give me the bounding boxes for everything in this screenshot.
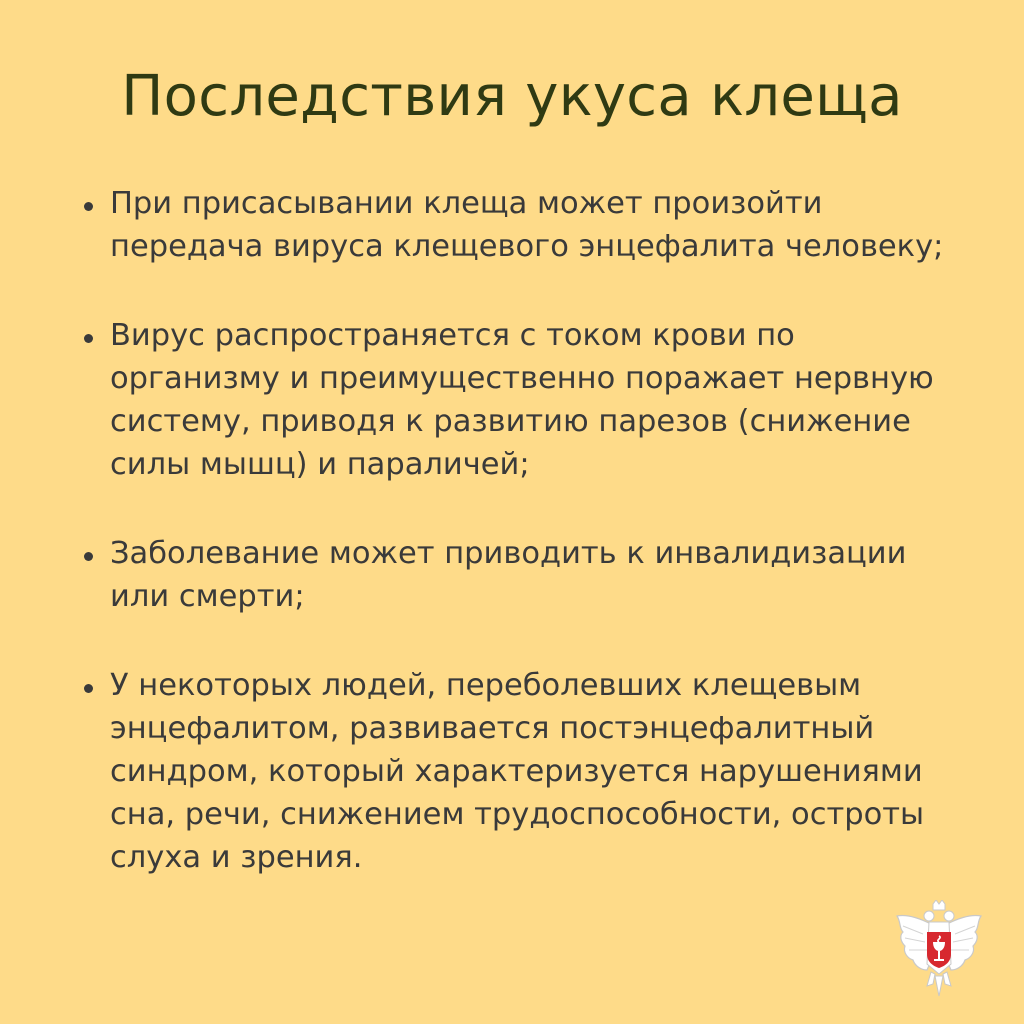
list-item-text: Заболевание может приводить к инвалидизации или смерти; [110, 536, 907, 614]
bullet-icon [84, 334, 93, 343]
bullet-icon [84, 684, 93, 693]
bullet-icon [84, 202, 93, 211]
bullet-icon [84, 552, 93, 561]
page-title: Последствия укуса клеща [121, 64, 903, 129]
list-item-text: У некоторых людей, переболевших клещевым энцефалитом, развивается постэнцефалитный синдром, который характеризуется нарушениями сна, речи, снижением трудоспособности, остроты слуха и зрения. [110, 668, 925, 875]
list-item-text: При присасывании клеща может произойти передача вируса клещевого энцефалита человеку; [110, 186, 944, 264]
list-item-text: Вирус распространяется с током крови по организму и преимущественно поражает нервную систему, приводя к развитию парезов (снижение силы мышц) и параличей; [110, 318, 934, 482]
ministry-of-health-emblem-icon [893, 900, 985, 1000]
